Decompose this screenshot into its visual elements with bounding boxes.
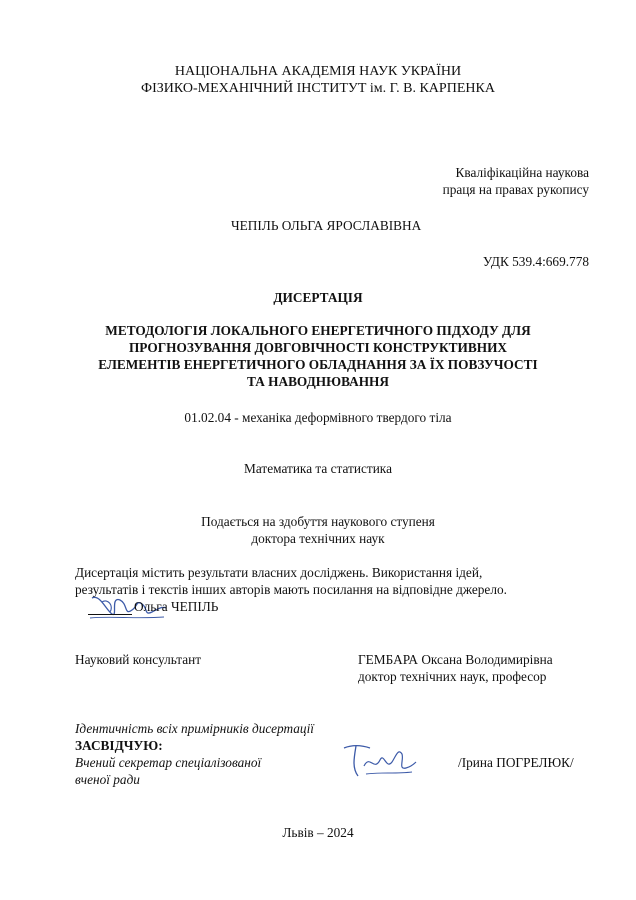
institution-line-1: НАЦІОНАЛЬНА АКАДЕМІЯ НАУК УКРАЇНИ <box>174 64 462 79</box>
degree-line-2: доктора технічних наук <box>251 531 385 546</box>
city-year: Львів – 2024 <box>282 825 354 840</box>
secretary-signature-image <box>340 740 418 782</box>
title-line-2: ПРОГНОЗУВАННЯ ДОВГОВІЧНОСТІ КОНСТРУКТИВНИХ <box>128 340 508 355</box>
statement-line-2: результатів і текстів інших авторів мають посилання на відповідне джерело. <box>75 582 507 597</box>
secretary-role-line-2: вченої ради <box>75 772 140 787</box>
title-line-1: МЕТОДОЛОГІЯ ЛОКАЛЬНОГО ЕНЕРГЕТИЧНОГО ПІДХОДУ ДЛЯ <box>105 323 531 338</box>
document-type: ДИСЕРТАЦІЯ <box>273 290 363 305</box>
identity-note: Ідентичність всіх примірників дисертації <box>75 721 314 736</box>
author-signature-name: Ольга ЧЕПІЛЬ <box>134 599 219 614</box>
signature-line <box>88 614 132 615</box>
degree-line-1: Подається на здобуття наукового ступеня <box>201 514 435 529</box>
qualification-line-2: праця на правах рукопису <box>442 182 589 197</box>
udk-code: УДК 539.4:669.778 <box>482 254 589 269</box>
secretary-role-line-1: Вчений секретар спеціалізованої <box>75 755 262 770</box>
consultant-label: Науковий консультант <box>75 652 202 667</box>
qualification-line-1: Кваліфікаційна наукова <box>455 165 589 180</box>
consultant-name: ГЕМБАРА Оксана Володимирівна <box>358 652 553 667</box>
specialty: 01.02.04 - механіка деформівного твердого тіла <box>184 410 452 425</box>
secretary-name: /Ірина ПОГРЕЛЮК/ <box>458 755 574 770</box>
field-of-study: Математика та статистика <box>244 461 392 476</box>
certify-label: ЗАСВІДЧУЮ: <box>75 738 163 753</box>
author-name: ЧЕПІЛЬ ОЛЬГА ЯРОСЛАВІВНА <box>231 218 422 233</box>
statement-line-1: Дисертація містить результати власних досліджень. Використання ідей, <box>75 565 483 580</box>
title-line-3: ЕЛЕМЕНТІВ ЕНЕРГЕТИЧНОГО ОБЛАДНАННЯ ЗА ЇХ ПОВЗУЧОСТІ <box>98 357 538 372</box>
consultant-title: доктор технічних наук, професор <box>358 669 547 684</box>
title-line-4: ТА НАВОДНЮВАННЯ <box>246 374 389 389</box>
institution-line-2: ФІЗИКО-МЕХАНІЧНИЙ ІНСТИТУТ ім. Г. В. КАРПЕНКА <box>141 81 495 96</box>
